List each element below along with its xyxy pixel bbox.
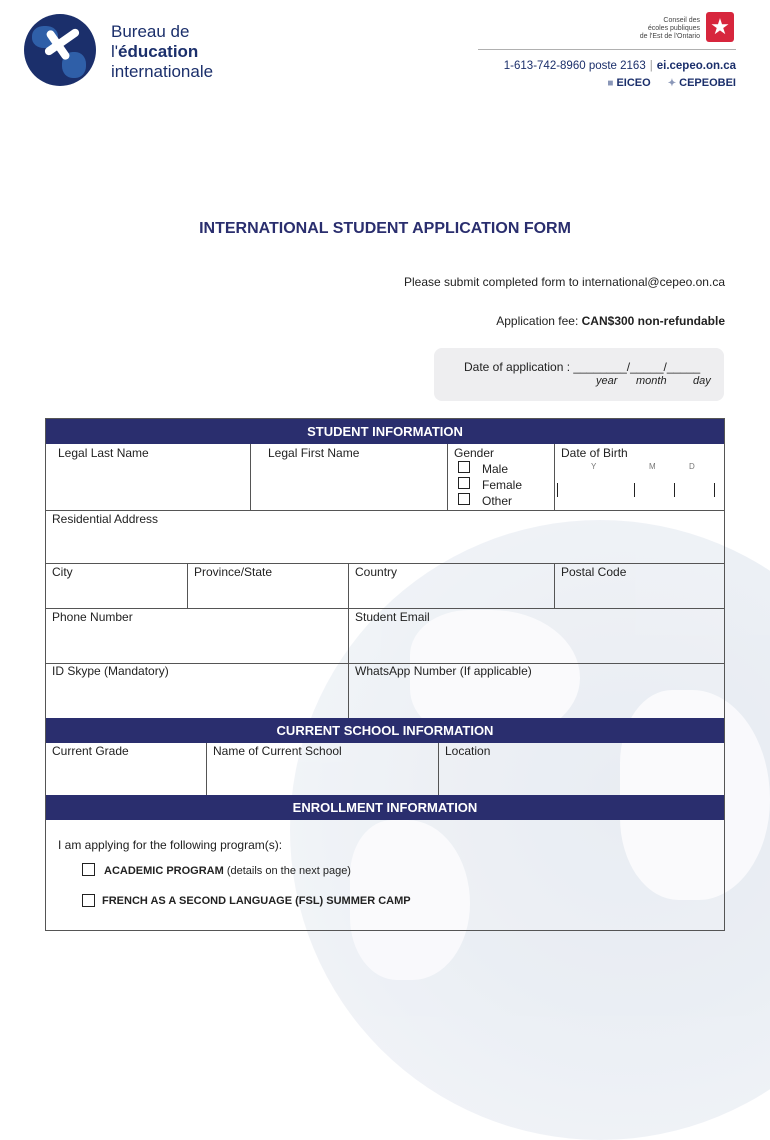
- contact-line: 1-613-742-8960 poste 2163 | ei.cepeo.on.ca: [503, 60, 736, 72]
- gender-male-checkbox[interactable]: [458, 461, 470, 473]
- enrollment-heading: ENROLLMENT INFORMATION: [46, 795, 724, 820]
- logo-line-1: Bureau de: [111, 22, 190, 41]
- dob-year-hint: Y: [591, 462, 597, 471]
- fsl-summer-camp-checkbox[interactable]: [82, 894, 95, 907]
- current-grade-label: Current Grade: [52, 744, 129, 758]
- facebook-icon: ■: [607, 78, 614, 89]
- student-email-label: Student Email: [355, 610, 430, 624]
- gender-female-checkbox[interactable]: [458, 477, 470, 489]
- dob-field-divider: [557, 483, 558, 497]
- gender-female-label: Female: [482, 478, 523, 492]
- form-title: INTERNATIONAL STUDENT APPLICATION FORM: [199, 220, 571, 237]
- program-intro: I am applying for the following program(s):: [58, 838, 283, 852]
- gender-label: Gender: [454, 446, 495, 460]
- dob-day-hint: D: [689, 462, 695, 471]
- province-state-label: Province/State: [194, 565, 273, 579]
- student-information-heading: STUDENT INFORMATION: [46, 419, 724, 444]
- id-skype-label: ID Skype (Mandatory): [52, 664, 169, 678]
- date-day-label: day: [693, 375, 711, 387]
- dob-field-divider: [674, 483, 675, 497]
- whatsapp-label: WhatsApp Number (If applicable): [355, 664, 532, 678]
- current-school-name-label: Name of Current School: [213, 744, 342, 758]
- cepeo-star-logo-icon: ★: [706, 12, 734, 42]
- twitter-link[interactable]: CEPEOBEI: [679, 77, 736, 89]
- dob-field-divider: [714, 483, 715, 497]
- application-form-table: [45, 418, 725, 931]
- current-school-heading: CURRENT SCHOOL INFORMATION: [46, 718, 724, 743]
- bureau-logo-globe-icon: [24, 14, 96, 86]
- gender-other-label: Other: [482, 494, 513, 508]
- legal-first-name-label: Legal First Name: [268, 446, 360, 460]
- social-links: [607, 77, 736, 89]
- phone-number: 1-613-742-8960 poste 2163: [503, 60, 646, 72]
- logo-line-2: l'éducation: [111, 42, 199, 61]
- postal-code-label: Postal Code: [561, 565, 627, 579]
- date-year-label: year: [596, 375, 618, 387]
- cepeo-board-name: Conseil des écoles publiques de l'Est de l'Ontario: [639, 17, 700, 40]
- application-fee: Application fee: CAN$300 non-refundable: [496, 314, 725, 328]
- website-link[interactable]: ei.cepeo.on.ca: [656, 60, 736, 72]
- academic-program-checkbox[interactable]: [82, 863, 95, 876]
- phone-number-label: Phone Number: [52, 610, 133, 624]
- submit-email[interactable]: international@cepeo.on.ca: [582, 275, 725, 289]
- city-label: City: [52, 565, 73, 579]
- twitter-icon: ✦: [667, 78, 677, 89]
- location-label: Location: [445, 744, 491, 758]
- dob-month-hint: M: [649, 462, 656, 471]
- date-of-application-field[interactable]: Date of application : ________/_____/_____: [464, 360, 701, 374]
- country-label: Country: [355, 565, 398, 579]
- date-of-birth-label: Date of Birth: [561, 446, 628, 460]
- legal-last-name-label: Legal Last Name: [58, 446, 149, 460]
- dob-field-divider: [634, 483, 635, 497]
- academic-program-label: ACADEMIC PROGRAM (details on the next page): [104, 865, 351, 877]
- residential-address-label: Residential Address: [52, 512, 159, 526]
- gender-male-label: Male: [482, 462, 509, 476]
- date-of-application-box: [434, 348, 724, 401]
- date-month-label: month: [636, 375, 667, 387]
- logo-line-3: internationale: [111, 62, 214, 81]
- gender-other-checkbox[interactable]: [458, 493, 470, 505]
- submit-instructions: Please submit completed form to international@cepeo.on.ca: [403, 275, 725, 289]
- header-divider: [478, 49, 736, 50]
- facebook-link[interactable]: EICEO: [616, 77, 651, 89]
- fsl-summer-camp-label: FRENCH AS A SECOND LANGUAGE (FSL) SUMMER CAMP: [102, 895, 411, 907]
